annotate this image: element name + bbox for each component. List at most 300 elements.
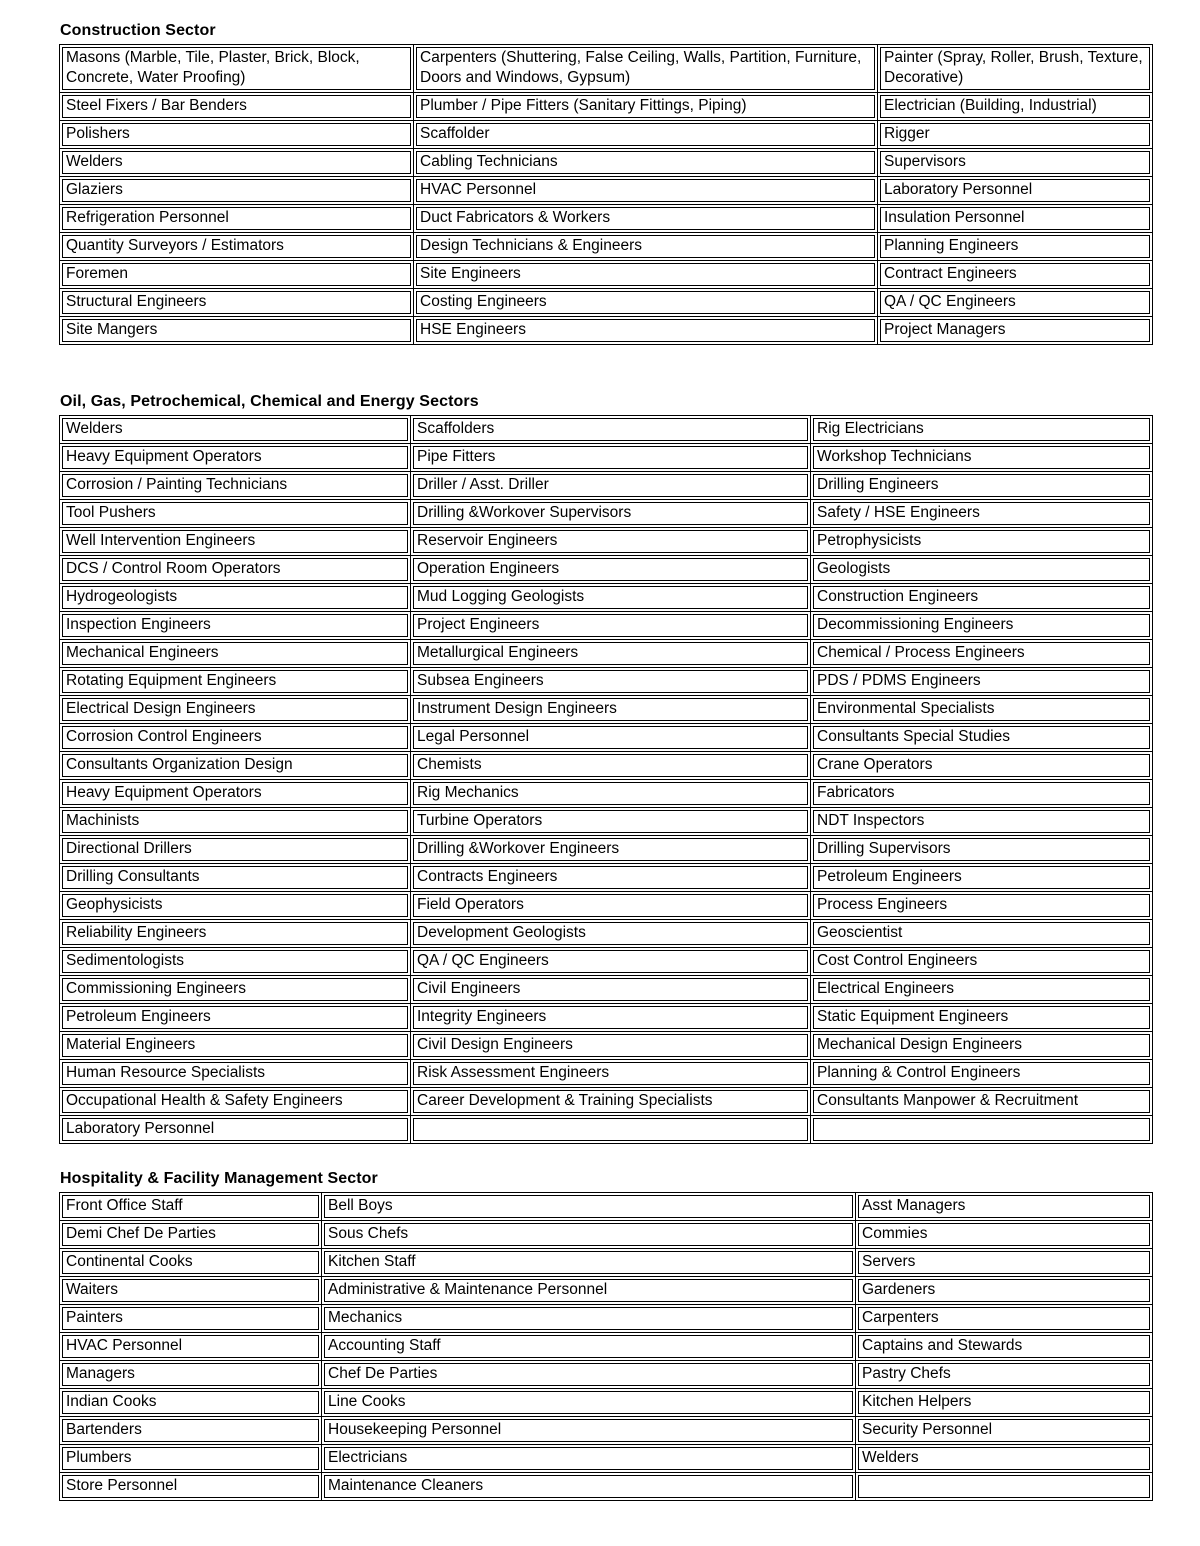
job-title-text: Asst Managers xyxy=(858,1195,1150,1218)
table-cell xyxy=(811,752,1153,780)
table-cell xyxy=(60,1473,322,1501)
job-title-text: Operation Engineers xyxy=(413,558,808,581)
table-cell xyxy=(60,724,411,752)
job-title-text: Career Development & Training Specialists xyxy=(413,1090,808,1113)
job-title-text: Heavy Equipment Operators xyxy=(62,446,408,469)
table-cell xyxy=(411,444,811,472)
job-title-text: Commies xyxy=(858,1223,1150,1246)
job-title-text: Chemical / Process Engineers xyxy=(813,642,1150,665)
job-title-text: Managers xyxy=(62,1363,319,1386)
table-cell xyxy=(60,1004,411,1032)
table-cell xyxy=(414,289,878,317)
table-cell xyxy=(856,1361,1153,1389)
job-title-text: Captains and Stewards xyxy=(858,1335,1150,1358)
job-title-text: Civil Design Engineers xyxy=(413,1034,808,1057)
table-cell xyxy=(60,612,411,640)
job-title-text: Metallurgical Engineers xyxy=(413,642,808,665)
table-cell xyxy=(811,1088,1153,1116)
table-row xyxy=(60,1116,1153,1144)
job-title-text: Electrical Engineers xyxy=(813,978,1150,1001)
table-cell xyxy=(411,1004,811,1032)
table-cell xyxy=(856,1305,1153,1333)
table-row xyxy=(60,500,1153,528)
job-title-text: Demi Chef De Parties xyxy=(62,1223,319,1246)
job-title-text: Electrical Design Engineers xyxy=(62,698,408,721)
table-cell xyxy=(322,1417,856,1445)
table-cell xyxy=(811,948,1153,976)
table-row xyxy=(60,233,1153,261)
table-cell xyxy=(878,205,1153,233)
job-title-text: Duct Fabricators & Workers xyxy=(416,207,875,230)
table-cell xyxy=(811,416,1153,444)
job-title-text: Carpenters xyxy=(858,1307,1150,1330)
job-title-text: Costing Engineers xyxy=(416,291,875,314)
job-title-text: Corrosion Control Engineers xyxy=(62,726,408,749)
job-title-text: Foremen xyxy=(62,263,411,286)
job-title-text: NDT Inspectors xyxy=(813,810,1150,833)
sector-table-hospitality-facility xyxy=(59,1192,1153,1501)
job-title-text: Drilling &Workover Supervisors xyxy=(413,502,808,525)
table-row xyxy=(60,444,1153,472)
table-cell xyxy=(811,836,1153,864)
table-cell xyxy=(811,808,1153,836)
table-cell xyxy=(60,317,414,345)
table-cell xyxy=(60,640,411,668)
job-title-text: Kitchen Helpers xyxy=(858,1391,1150,1414)
table-cell xyxy=(60,780,411,808)
job-title-text: Laboratory Personnel xyxy=(880,179,1150,202)
job-title-text: Legal Personnel xyxy=(413,726,808,749)
job-title-text: Geoscientist xyxy=(813,922,1150,945)
table-row xyxy=(60,752,1153,780)
table-cell xyxy=(414,121,878,149)
table-cell xyxy=(414,93,878,121)
sector-title-hospitality-facility: Hospitality & Facility Management Sector xyxy=(60,1170,378,1187)
table-cell xyxy=(856,1445,1153,1473)
job-title-text: Bell Boys xyxy=(324,1195,853,1218)
table-cell xyxy=(811,668,1153,696)
table-cell xyxy=(60,1417,322,1445)
job-title-text: Crane Operators xyxy=(813,754,1150,777)
table-row xyxy=(60,1193,1153,1221)
table-cell xyxy=(811,528,1153,556)
table-cell xyxy=(322,1333,856,1361)
table-row xyxy=(60,261,1153,289)
job-title-text: Environmental Specialists xyxy=(813,698,1150,721)
table-cell xyxy=(411,976,811,1004)
sector-table-construction xyxy=(59,44,1153,345)
table-cell xyxy=(60,93,414,121)
table-cell xyxy=(856,1473,1153,1501)
table-cell xyxy=(411,556,811,584)
job-title-text: Plumber / Pipe Fitters (Sanitary Fittings, Piping) xyxy=(416,95,875,118)
table-row xyxy=(60,556,1153,584)
table-row xyxy=(60,528,1153,556)
table-cell xyxy=(322,1249,856,1277)
table-cell xyxy=(811,892,1153,920)
job-title-text: Accounting Staff xyxy=(324,1335,853,1358)
table-cell xyxy=(414,149,878,177)
job-title-text: Refrigeration Personnel xyxy=(62,207,411,230)
job-title-text: Contracts Engineers xyxy=(413,866,808,889)
job-title-text: Chemists xyxy=(413,754,808,777)
table-cell xyxy=(322,1277,856,1305)
table-cell xyxy=(811,500,1153,528)
job-title-text: Commissioning Engineers xyxy=(62,978,408,1001)
job-title-text: Scaffolder xyxy=(416,123,875,146)
job-title-text: Driller / Asst. Driller xyxy=(413,474,808,497)
job-title-text: Consultants Manpower & Recruitment xyxy=(813,1090,1150,1113)
table-cell xyxy=(60,976,411,1004)
table-cell xyxy=(60,528,411,556)
job-title-text: Quantity Surveyors / Estimators xyxy=(62,235,411,258)
table-cell xyxy=(811,1060,1153,1088)
job-title-text: Sous Chefs xyxy=(324,1223,853,1246)
table-row xyxy=(60,93,1153,121)
job-title-text: Well Intervention Engineers xyxy=(62,530,408,553)
job-title-text: Front Office Staff xyxy=(62,1195,319,1218)
table-row xyxy=(60,612,1153,640)
table-row xyxy=(60,1088,1153,1116)
job-title-text: Tool Pushers xyxy=(62,502,408,525)
table-cell xyxy=(60,121,414,149)
empty-cell-box xyxy=(413,1118,808,1141)
table-cell xyxy=(856,1193,1153,1221)
job-title-text: Welders xyxy=(858,1447,1150,1470)
table-cell xyxy=(60,289,414,317)
table-row xyxy=(60,1004,1153,1032)
table-row xyxy=(60,836,1153,864)
job-title-text: Servers xyxy=(858,1251,1150,1274)
table-cell xyxy=(60,1221,322,1249)
table-row xyxy=(60,920,1153,948)
job-title-text: Painters xyxy=(62,1307,319,1330)
table-row xyxy=(60,121,1153,149)
job-title-text: Consultants Organization Design xyxy=(62,754,408,777)
job-title-text: Mechanical Design Engineers xyxy=(813,1034,1150,1057)
job-title-text: Supervisors xyxy=(880,151,1150,174)
table-cell xyxy=(60,1333,322,1361)
job-title-text: Field Operators xyxy=(413,894,808,917)
table-cell xyxy=(60,752,411,780)
table-row xyxy=(60,205,1153,233)
job-title-text: Continental Cooks xyxy=(62,1251,319,1274)
job-title-text: HSE Engineers xyxy=(416,319,875,342)
table-cell xyxy=(878,317,1153,345)
job-title-text: Turbine Operators xyxy=(413,810,808,833)
table-cell xyxy=(60,556,411,584)
job-title-text: Plumbers xyxy=(62,1447,319,1470)
table-row xyxy=(60,1277,1153,1305)
table-cell xyxy=(60,177,414,205)
table-cell xyxy=(411,920,811,948)
job-title-text: Planning & Control Engineers xyxy=(813,1062,1150,1085)
table-row xyxy=(60,149,1153,177)
table-cell xyxy=(411,472,811,500)
table-cell xyxy=(878,45,1153,93)
job-title-text: Painter (Spray, Roller, Brush, Texture, Decorative) xyxy=(880,47,1150,90)
table-cell xyxy=(60,1116,411,1144)
table-cell xyxy=(411,724,811,752)
table-cell xyxy=(60,1088,411,1116)
job-title-text: Planning Engineers xyxy=(880,235,1150,258)
table-cell xyxy=(811,780,1153,808)
table-cell xyxy=(60,1193,322,1221)
job-title-text: QA / QC Engineers xyxy=(880,291,1150,314)
table-cell xyxy=(60,920,411,948)
job-title-text: Cabling Technicians xyxy=(416,151,875,174)
job-title-text: Drilling Consultants xyxy=(62,866,408,889)
table-cell xyxy=(60,808,411,836)
job-title-text: Project Engineers xyxy=(413,614,808,637)
job-title-text: Design Technicians & Engineers xyxy=(416,235,875,258)
job-title-text: Mechanics xyxy=(324,1307,853,1330)
job-title-text: QA / QC Engineers xyxy=(413,950,808,973)
table-cell xyxy=(878,149,1153,177)
table-cell xyxy=(878,289,1153,317)
table-row xyxy=(60,780,1153,808)
job-title-text: Consultants Special Studies xyxy=(813,726,1150,749)
table-cell xyxy=(60,668,411,696)
job-title-text: Kitchen Staff xyxy=(324,1251,853,1274)
section-construction xyxy=(59,22,1153,345)
table-cell xyxy=(811,444,1153,472)
table-cell xyxy=(60,205,414,233)
job-title-text: Inspection Engineers xyxy=(62,614,408,637)
job-title-text: Risk Assessment Engineers xyxy=(413,1062,808,1085)
table-cell xyxy=(60,1032,411,1060)
job-title-text: Rig Mechanics xyxy=(413,782,808,805)
job-title-text: Administrative & Maintenance Personnel xyxy=(324,1279,853,1302)
job-title-text: Waiters xyxy=(62,1279,319,1302)
job-title-text: Construction Engineers xyxy=(813,586,1150,609)
table-cell xyxy=(60,149,414,177)
table-cell xyxy=(411,808,811,836)
job-title-text: Contract Engineers xyxy=(880,263,1150,286)
table-cell xyxy=(60,500,411,528)
empty-cell-box xyxy=(858,1475,1150,1498)
table-cell xyxy=(411,696,811,724)
sector-title-construction: Construction Sector xyxy=(60,22,216,39)
job-title-text: Gardeners xyxy=(858,1279,1150,1302)
job-title-text: Fabricators xyxy=(813,782,1150,805)
table-cell xyxy=(856,1417,1153,1445)
table-cell xyxy=(322,1361,856,1389)
table-cell xyxy=(60,1305,322,1333)
table-cell xyxy=(60,584,411,612)
job-title-text: Line Cooks xyxy=(324,1391,853,1414)
sector-title-oil-gas-energy: Oil, Gas, Petrochemical, Chemical and Energy Sectors xyxy=(60,393,479,410)
job-title-text: Rig Electricians xyxy=(813,418,1150,441)
table-cell xyxy=(811,1116,1153,1144)
job-title-text: Cost Control Engineers xyxy=(813,950,1150,973)
job-title-text: Decommissioning Engineers xyxy=(813,614,1150,637)
job-title-text: Hydrogeologists xyxy=(62,586,408,609)
job-title-text: Site Engineers xyxy=(416,263,875,286)
job-title-text: Maintenance Cleaners xyxy=(324,1475,853,1498)
table-cell xyxy=(60,1060,411,1088)
table-row xyxy=(60,289,1153,317)
table-cell xyxy=(811,612,1153,640)
job-title-text: Machinists xyxy=(62,810,408,833)
table-row xyxy=(60,1417,1153,1445)
table-cell xyxy=(411,612,811,640)
table-cell xyxy=(60,1361,322,1389)
table-cell xyxy=(856,1277,1153,1305)
table-cell xyxy=(811,920,1153,948)
job-title-text: Directional Drillers xyxy=(62,838,408,861)
job-title-text: Occupational Health & Safety Engineers xyxy=(62,1090,408,1113)
table-row xyxy=(60,1221,1153,1249)
table-cell xyxy=(60,45,414,93)
table-cell xyxy=(411,668,811,696)
job-title-text: Human Resource Specialists xyxy=(62,1062,408,1085)
job-title-text: Pipe Fitters xyxy=(413,446,808,469)
table-cell xyxy=(411,864,811,892)
job-title-text: Geophysicists xyxy=(62,894,408,917)
table-cell xyxy=(60,233,414,261)
table-cell xyxy=(322,1445,856,1473)
job-title-text: Scaffolders xyxy=(413,418,808,441)
table-cell xyxy=(411,892,811,920)
table-cell xyxy=(60,261,414,289)
job-title-text: Geologists xyxy=(813,558,1150,581)
table-row xyxy=(60,472,1153,500)
table-cell xyxy=(322,1193,856,1221)
table-cell xyxy=(414,45,878,93)
job-title-text: Petroleum Engineers xyxy=(813,866,1150,889)
job-title-text: Bartenders xyxy=(62,1419,319,1442)
job-title-text: Development Geologists xyxy=(413,922,808,945)
table-cell xyxy=(811,1032,1153,1060)
job-title-text: Petrophysicists xyxy=(813,530,1150,553)
job-title-text: Steel Fixers / Bar Benders xyxy=(62,95,411,118)
table-cell xyxy=(60,444,411,472)
table-row xyxy=(60,317,1153,345)
table-cell xyxy=(411,500,811,528)
section-hospitality-facility xyxy=(59,1170,1153,1501)
job-title-text: Petroleum Engineers xyxy=(62,1006,408,1029)
job-title-text: Pastry Chefs xyxy=(858,1363,1150,1386)
table-cell xyxy=(811,584,1153,612)
table-cell xyxy=(60,1249,322,1277)
table-cell xyxy=(60,864,411,892)
table-cell xyxy=(411,584,811,612)
table-cell xyxy=(856,1221,1153,1249)
table-cell xyxy=(414,261,878,289)
table-cell xyxy=(411,528,811,556)
table-row xyxy=(60,976,1153,1004)
table-row xyxy=(60,864,1153,892)
table-row xyxy=(60,1032,1153,1060)
table-cell xyxy=(322,1221,856,1249)
table-row xyxy=(60,416,1153,444)
table-row xyxy=(60,1060,1153,1088)
table-cell xyxy=(811,1004,1153,1032)
table-cell xyxy=(411,416,811,444)
job-title-text: Subsea Engineers xyxy=(413,670,808,693)
table-cell xyxy=(878,233,1153,261)
table-row xyxy=(60,696,1153,724)
sector-table-oil-gas-energy xyxy=(59,415,1153,1144)
table-cell xyxy=(60,948,411,976)
job-title-text: Security Personnel xyxy=(858,1419,1150,1442)
job-title-text: Chef De Parties xyxy=(324,1363,853,1386)
table-cell xyxy=(60,892,411,920)
table-row xyxy=(60,892,1153,920)
job-title-text: Integrity Engineers xyxy=(413,1006,808,1029)
job-title-text: Site Mangers xyxy=(62,319,411,342)
job-title-text: Store Personnel xyxy=(62,1475,319,1498)
table-cell xyxy=(60,1277,322,1305)
table-cell xyxy=(411,948,811,976)
job-title-text: Rotating Equipment Engineers xyxy=(62,670,408,693)
table-row xyxy=(60,177,1153,205)
job-title-text: Project Managers xyxy=(880,319,1150,342)
table-cell xyxy=(878,177,1153,205)
table-cell xyxy=(60,696,411,724)
table-cell xyxy=(811,976,1153,1004)
table-cell xyxy=(411,1060,811,1088)
table-cell xyxy=(411,752,811,780)
table-cell xyxy=(60,416,411,444)
job-title-text: Corrosion / Painting Technicians xyxy=(62,474,408,497)
job-title-text: Glaziers xyxy=(62,179,411,202)
job-title-text: Sedimentologists xyxy=(62,950,408,973)
job-title-text: Masons (Marble, Tile, Plaster, Brick, Block, Concrete, Water Proofing) xyxy=(62,47,411,90)
table-row xyxy=(60,45,1153,93)
table-cell xyxy=(811,640,1153,668)
job-title-text: Mud Logging Geologists xyxy=(413,586,808,609)
job-title-text: Safety / HSE Engineers xyxy=(813,502,1150,525)
table-cell xyxy=(878,121,1153,149)
job-title-text: Process Engineers xyxy=(813,894,1150,917)
section-oil-gas-energy xyxy=(59,393,1153,1144)
table-row xyxy=(60,668,1153,696)
table-row xyxy=(60,1389,1153,1417)
table-row xyxy=(60,1473,1153,1501)
table-cell xyxy=(322,1389,856,1417)
job-title-text: Structural Engineers xyxy=(62,291,411,314)
job-title-text: Static Equipment Engineers xyxy=(813,1006,1150,1029)
job-title-text: Electrician (Building, Industrial) xyxy=(880,95,1150,118)
job-title-text: Insulation Personnel xyxy=(880,207,1150,230)
job-title-text: DCS / Control Room Operators xyxy=(62,558,408,581)
job-title-text: Reservoir Engineers xyxy=(413,530,808,553)
table-row xyxy=(60,948,1153,976)
table-cell xyxy=(856,1333,1153,1361)
table-cell xyxy=(322,1473,856,1501)
table-cell xyxy=(811,696,1153,724)
job-title-text: Polishers xyxy=(62,123,411,146)
job-title-text: Welders xyxy=(62,151,411,174)
table-row xyxy=(60,584,1153,612)
table-cell xyxy=(811,864,1153,892)
job-title-text: PDS / PDMS Engineers xyxy=(813,670,1150,693)
table-row xyxy=(60,1249,1153,1277)
table-row xyxy=(60,1333,1153,1361)
table-cell xyxy=(60,836,411,864)
job-title-text: Rigger xyxy=(880,123,1150,146)
job-title-text: Workshop Technicians xyxy=(813,446,1150,469)
job-title-text: Instrument Design Engineers xyxy=(413,698,808,721)
job-title-text: Mechanical Engineers xyxy=(62,642,408,665)
table-cell xyxy=(411,780,811,808)
table-row xyxy=(60,724,1153,752)
table-cell xyxy=(60,472,411,500)
table-row xyxy=(60,640,1153,668)
job-title-text: Carpenters (Shuttering, False Ceiling, Walls, Partition, Furniture, Doors and Windows, Gypsum) xyxy=(416,47,875,90)
